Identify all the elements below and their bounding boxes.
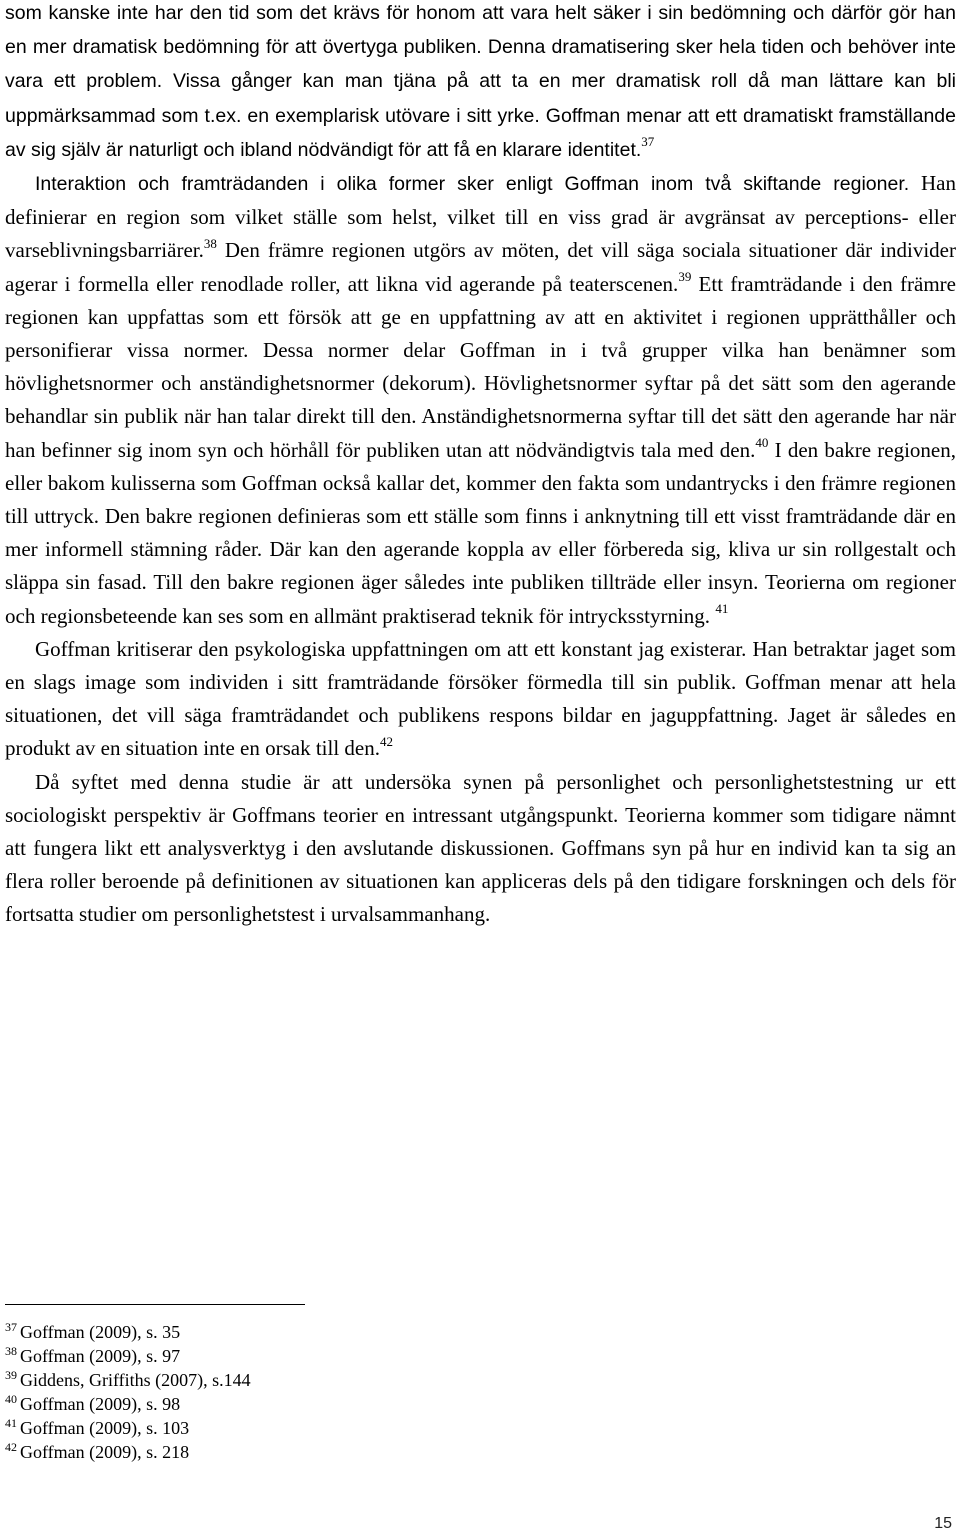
footnote-number: 41 — [5, 1416, 17, 1431]
footnote-reference: 41 — [715, 600, 729, 616]
footnote — [5, 1344, 251, 1368]
footnote-reference: 38 — [203, 235, 217, 251]
paragraph — [5, 167, 956, 633]
text-run: Interaktion och framträdanden i olika former sker enligt Goffman inom två skiftande regioner. — [35, 173, 910, 196]
footnote-number: 38 — [5, 1343, 17, 1358]
footnote-text: Goffman (2009), s. 97 — [20, 1346, 181, 1367]
footnote — [5, 1440, 251, 1464]
footnote-reference: 39 — [678, 268, 692, 284]
footnote-separator — [5, 1304, 305, 1305]
paragraph — [5, 633, 956, 766]
paragraph — [5, 0, 956, 167]
text-run: som kanske inte har den tid som det krävs för honom att vara helt säker i sin bedömning och därför gör han en mer dramatisk bedömning för att övertyga publiken. Denna dramatisering sker hela tiden och behöver inte vara ett problem. Vissa gånger kan man tjäna på att ta en mer dramatisk roll då man lättare kan bli uppmärksammad som t.ex. en exemplarisk utövare i sitt yrke. Goffman menar att ett dramatiskt framställande av sig själv är naturligt och ibland nödvändigt för att få en klarare identitet. — [5, 2, 956, 161]
footnote-number: 40 — [5, 1392, 17, 1407]
footnote-reference: 40 — [755, 434, 769, 450]
footnote — [5, 1368, 251, 1392]
body-text — [5, 0, 956, 932]
text-run: Han definierar en region som vilket ställe som helst, vilket till en viss grad är avgränsat av perceptions- eller varseblivningsbarriärer. — [5, 171, 956, 263]
page-number: 15 — [934, 1515, 952, 1532]
footnote — [5, 1392, 251, 1416]
text-run: Den främre regionen utgörs av möten, det vill säga sociala situationer där individer agerar i formella eller renodlade roller, att likna vid agerande på teaterscenen. — [5, 238, 956, 296]
paragraph — [5, 766, 956, 932]
footnote — [5, 1320, 251, 1344]
footnote-text: Goffman (2009), s. 103 — [20, 1418, 190, 1439]
footnote-number: 42 — [5, 1440, 17, 1455]
footnote-number: 37 — [5, 1319, 17, 1334]
footnote-number: 39 — [5, 1368, 17, 1382]
footnote-text: Goffman (2009), s. 98 — [20, 1394, 181, 1415]
footnote-text: Goffman (2009), s. 218 — [20, 1442, 190, 1463]
footnotes — [5, 1320, 251, 1465]
text-run: I den bakre regionen, eller bakom kulisserna som Goffman också kallar det, kommer den fakta som undantrycks i den främre regionen till uttryck. Den bakre regionen definieras som ett ställe som finns i anknytning till ett visst framträdande där en mer informell stämning råder. Där kan den agerande koppla av eller förbereda sig, kliva ur sin rollgestalt och släppa sin fasad. Till den bakre regionen äger således inte publiken tillträde eller insyn. Teorierna om regioner och regionsbeteende kan ses som en allmänt praktiserad teknik för intrycksstyrning. — [5, 437, 956, 628]
text-run: Då syftet med denna studie är att undersöka synen på personlighet och personlighetstestning ur ett sociologiskt perspektiv är Goffmans teorier en intressant utgångspunkt. Teorierna kommer som tidigare nämnt att fungera likt ett analysverktyg i den avslutande diskussionen. Goffmans syn på hur en individ kan ta sig an flera roller beroende på definitionen av situationen kan appliceras dels på den tidigare forskningen och dels för fortsatta studier om personlighetstest i urvalsammanhang. — [5, 769, 956, 927]
footnote-text: Goffman (2009), s. 35 — [20, 1322, 181, 1342]
footnote-reference: 42 — [380, 733, 394, 749]
footnote-text: Giddens, Griffiths (2007), s.144 — [20, 1370, 251, 1391]
text-run: Goffman kritiserar den psykologiska uppfattningen om att ett konstant jag existerar. Han betraktar jaget som en slags image som individen i sitt framträdande försöker förmedla till sin publik. Goffman menar att hela situationen, det vill säga framträdandet och publikens respons bildar en jaguppfattning. Jaget är således en produkt av en situation inte en orsak till den. — [5, 636, 956, 761]
footnote-reference: 37 — [641, 134, 655, 150]
text-run: Ett framträdande i den främre regionen kan uppfattas som ett försök att ge en uppfattning av att en aktivitet i regionen upprätthåller och personifierar vissa normer. Dessa normer delar Goffman in i två grupper vilka han benämner som hövlighetsnormer och anständighetsnormer (dekorum). Hövlighetsnormer syftar på det sätt som den agerande behandlar sin publik när han talar direkt till den. Anständighetsnormerna syftar till det sätt den agerande har när han befinner sig inom syn och hörhåll för publiken utan att nödvändigtvis tala med den. — [5, 271, 956, 462]
footnote — [5, 1416, 251, 1440]
